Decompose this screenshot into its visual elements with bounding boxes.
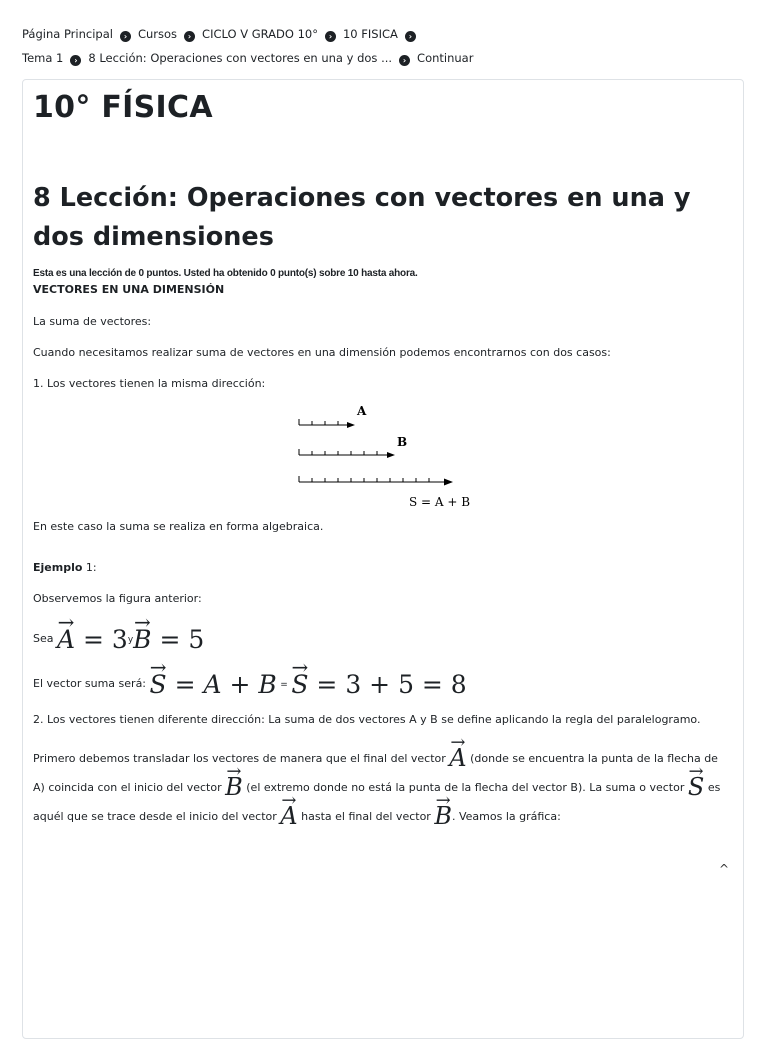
breadcrumb bbox=[22, 22, 742, 70]
text-p4: es aquél que se trace desde el inicio del vector bbox=[33, 781, 721, 823]
breadcrumb-tema[interactable]: Tema 1 bbox=[22, 51, 64, 65]
vector-a-inline-2: → A bbox=[280, 802, 297, 831]
eq-separator: = bbox=[280, 680, 288, 690]
breadcrumb-home[interactable]: Página Principal bbox=[22, 27, 113, 41]
eq-a-value: = 3 bbox=[83, 625, 128, 654]
caret-up-icon[interactable]: ^ bbox=[719, 862, 730, 876]
figure-label-a: A bbox=[357, 404, 367, 418]
chevron-right-icon: › bbox=[405, 31, 416, 42]
text-p6: . Veamos la gráfica: bbox=[451, 810, 561, 823]
ejemplo-label: Ejemplo bbox=[33, 561, 83, 574]
lesson-card bbox=[22, 79, 744, 1039]
chevron-right-icon: › bbox=[325, 31, 336, 42]
text-ejemplo bbox=[33, 561, 97, 575]
breadcrumb-ciclo[interactable]: CICLO V GRADO 10° bbox=[202, 27, 318, 41]
text-p5: hasta el final del vector bbox=[301, 810, 431, 823]
equation-sea bbox=[33, 621, 204, 663]
text-paralelogramo bbox=[33, 744, 733, 831]
figure-label-s: S = A + B bbox=[409, 495, 471, 509]
text-suma: La suma de vectores: bbox=[33, 315, 152, 328]
vector-suma-label: El vector suma será: bbox=[33, 677, 147, 690]
text-p1: Primero debemos transladar los vectores de manera que el final del vector bbox=[33, 752, 446, 765]
chevron-right-icon: › bbox=[70, 55, 81, 66]
text-caso1: 1. Los vectores tienen la misma dirección: bbox=[33, 377, 266, 390]
section-heading: VECTORES EN UNA DIMENSIÓN bbox=[33, 283, 225, 296]
vector-s-symbol-2: → S bbox=[291, 667, 308, 703]
breadcrumb-course[interactable]: 10 FISICA bbox=[342, 27, 398, 41]
text-caso2: 2. Los vectores tienen diferente dirección: La suma de dos vectores A y B se define aplicando la regla del paralelogramo. bbox=[33, 713, 701, 726]
vector-s-symbol: → S bbox=[150, 667, 167, 703]
breadcrumb-continuar[interactable]: Continuar bbox=[417, 51, 474, 65]
course-title: 10° FÍSICA bbox=[33, 90, 213, 125]
ejemplo-number: 1: bbox=[82, 561, 97, 574]
chevron-right-icon: › bbox=[399, 55, 410, 66]
figure-label-b: B bbox=[397, 435, 408, 449]
eq-s-value: = 3 + 5 = 8 bbox=[316, 670, 467, 699]
text-observemos: Observemos la figura anterior: bbox=[33, 592, 202, 605]
y-label: y bbox=[127, 635, 134, 645]
vector-a-symbol: → A bbox=[57, 622, 75, 658]
text-algebraica: En este caso la suma se realiza en forma algebraica. bbox=[33, 520, 324, 533]
vector-a-inline: → A bbox=[449, 744, 466, 773]
eq-b-value: = 5 bbox=[159, 625, 205, 654]
chevron-right-icon: › bbox=[184, 31, 195, 42]
text-casos: Cuando necesitamos realizar suma de vectores en una dimensión podemos encontrarnos con dos casos: bbox=[33, 346, 611, 359]
sea-label: Sea bbox=[33, 632, 54, 645]
eq-s-expr: = A + B bbox=[174, 670, 277, 699]
text-p2: (donde se encuentra la punta de la flecha de A) coincida con el inicio del vector bbox=[33, 752, 718, 794]
vector-sum-figure bbox=[293, 398, 503, 513]
vector-b-inline: → B bbox=[225, 773, 243, 802]
points-notice: Esta es una lección de 0 puntos. Usted ha obtenido 0 punto(s) sobre 10 hasta ahora. bbox=[33, 268, 418, 279]
chevron-right-icon: › bbox=[120, 31, 131, 42]
breadcrumb-cursos[interactable]: Cursos bbox=[137, 27, 178, 41]
lesson-title: 8 Lección: Operaciones con vectores en una y dos dimensiones bbox=[33, 183, 691, 252]
equation-suma bbox=[33, 666, 467, 708]
text-p3: (el extremo donde no está la punta de la flecha del vector B). La suma o vector bbox=[246, 781, 685, 794]
breadcrumb-lesson[interactable]: 8 Lección: Operaciones con vectores en una y dos ... bbox=[88, 51, 393, 65]
vector-b-symbol: → B bbox=[133, 622, 151, 658]
vector-b-inline-2: → B bbox=[434, 802, 452, 831]
vector-s-inline: → S bbox=[688, 773, 704, 802]
